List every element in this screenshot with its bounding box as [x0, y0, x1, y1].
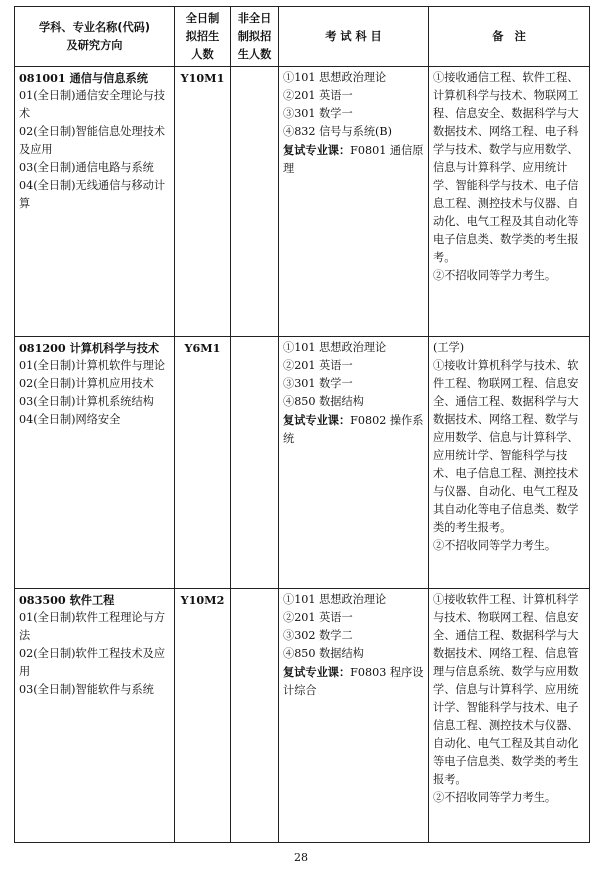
- exam-subject: ①101 思想政治理论: [283, 71, 387, 84]
- exam-subject: ③301 数学一: [283, 107, 353, 120]
- full-time-quota: Y10M2: [175, 589, 231, 843]
- research-direction: 03(全日制)通信电路与系统: [19, 161, 154, 174]
- table-row: [15, 67, 590, 337]
- table-header-row: [15, 7, 590, 67]
- major-title: 081001 通信与信息系统: [19, 71, 148, 85]
- exam-subject: ③302 数学二: [283, 629, 353, 642]
- exam-cell: [279, 67, 429, 337]
- research-direction: 03(全日制)计算机系统结构: [19, 395, 154, 408]
- full-time-quota: Y6M1: [175, 337, 231, 589]
- exam-cell: [279, 589, 429, 843]
- exam-subject: ④832 信号与系统(B): [283, 125, 392, 138]
- note-text: ①接收计算机科学与技术、软件工程、物联网工程、信息安全、通信工程、数据科学与大数据技术、网络工程、数学与应用数学、信息与计算科学、应用统计学、智能科学与技术、电子信息工程、测控技术与仪器、自动化、电气工程及其自动化等电子信息类、数学类的考生报考。: [433, 359, 579, 534]
- retest-label: 复试专业课：: [283, 413, 351, 427]
- research-direction: 01(全日制)计算机软件与理论: [19, 359, 166, 372]
- exam-subject: ①101 思想政治理论: [283, 593, 387, 606]
- exam-subject: ②201 英语一: [283, 89, 353, 102]
- note-text: ②不招收同等学力考生。: [433, 269, 557, 282]
- major-cell: [15, 337, 175, 589]
- research-direction: 01(全日制)通信安全理论与技术: [19, 89, 166, 120]
- retest-label: 复试专业课：: [283, 143, 351, 157]
- exam-subject: ④850 数据结构: [283, 395, 364, 408]
- research-direction: 02(全日制)软件工程技术及应用: [19, 647, 166, 678]
- header-part-time: 非全日 制拟招 生人数: [231, 7, 279, 67]
- exam-subject: ②201 英语一: [283, 611, 353, 624]
- note-text: ②不招收同等学力考生。: [433, 791, 557, 804]
- research-direction: 03(全日制)智能软件与系统: [19, 683, 154, 696]
- admissions-catalog-table: [14, 6, 590, 843]
- notes-cell: [429, 589, 590, 843]
- part-time-quota: [231, 67, 279, 337]
- note-text: (工学): [433, 341, 465, 354]
- note-text: ①接收通信工程、软件工程、计算机科学与技术、物联网工程、信息安全、数据科学与大数据技术、网络工程、电子科学与技术、数学与应用数学、信息与计算科学、应用统计学、智能科学与技术、电子信息工程、测控技术与仪器、自动化、电气工程及其自动化等电子信息类、数学类的考生报考。: [433, 71, 579, 264]
- research-direction: 02(全日制)计算机应用技术: [19, 377, 154, 390]
- exam-subject: ①101 思想政治理论: [283, 341, 387, 354]
- exam-cell: [279, 337, 429, 589]
- retest-label: 复试专业课：: [283, 665, 351, 679]
- table-row: [15, 589, 590, 843]
- part-time-quota: [231, 337, 279, 589]
- notes-cell: [429, 67, 590, 337]
- retest-course: [283, 141, 424, 178]
- page-number: 28: [294, 851, 308, 864]
- research-direction: 02(全日制)智能信息处理技术及应用: [19, 125, 166, 156]
- note-text: ②不招收同等学力考生。: [433, 539, 557, 552]
- retest-value: F0802 操作系统: [283, 414, 424, 445]
- major-cell: [15, 589, 175, 843]
- note-text: ①接收软件工程、计算机科学与技术、物联网工程、信息安全、通信工程、数据科学与大数据技术、网络工程、信息管理与信息系统、数学与应用数学、信息与计算科学、应用统计学、智能科学与技术、电子信息工程、测控技术与仪器、自动化、电气工程及其自动化等电子信息类、数学类的考生报考。: [433, 593, 579, 786]
- retest-value: F0803 程序设计综合: [283, 666, 424, 697]
- major-title: 083500 软件工程: [19, 593, 115, 607]
- major-title: 081200 计算机科学与技术: [19, 341, 160, 355]
- table-row: [15, 337, 590, 589]
- header-exam-subjects: 考 试 科 目: [279, 7, 429, 67]
- header-full-time: 全日制 拟招生 人数: [175, 7, 231, 67]
- retest-value: F0801 通信原理: [283, 144, 424, 175]
- part-time-quota: [231, 589, 279, 843]
- retest-course: [283, 411, 424, 448]
- exam-subject: ③301 数学一: [283, 377, 353, 390]
- exam-subject: ④850 数据结构: [283, 647, 364, 660]
- header-notes: 备 注: [429, 7, 590, 67]
- research-direction: 04(全日制)无线通信与移动计算: [19, 179, 166, 210]
- header-major: 学科、专业名称(代码) 及研究方向: [15, 7, 175, 67]
- research-direction: 04(全日制)网络安全: [19, 413, 121, 426]
- major-cell: [15, 67, 175, 337]
- research-direction: 01(全日制)软件工程理论与方法: [19, 611, 166, 642]
- retest-course: [283, 663, 424, 700]
- exam-subject: ②201 英语一: [283, 359, 353, 372]
- full-time-quota: Y10M1: [175, 67, 231, 337]
- notes-cell: [429, 337, 590, 589]
